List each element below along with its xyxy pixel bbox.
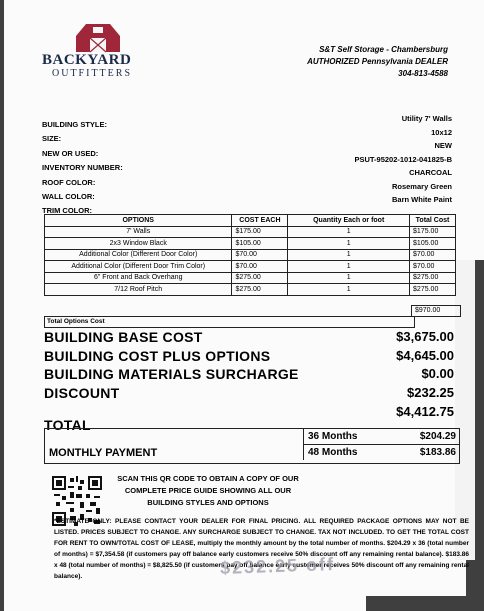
building-detail-values: [354, 112, 452, 207]
amount-36: $204.29: [419, 431, 456, 442]
table-row: [45, 272, 456, 284]
term-36: 36 Months: [308, 431, 358, 442]
surcharge-value: $0.00: [421, 366, 454, 381]
option-name: 6" Front and Back Overhang: [45, 272, 232, 284]
table-row: [45, 261, 456, 273]
dealer-info: [307, 44, 448, 80]
cost-plus-options-value: $4,645.00: [396, 348, 454, 363]
value-size: 10x12: [431, 127, 452, 137]
option-name: 2x3 Window Black: [45, 238, 232, 250]
option-total: $70.00: [410, 261, 456, 273]
option-qty: 1: [288, 249, 410, 261]
option-cost: $105.00: [232, 238, 288, 250]
dealer-name: S&T Self Storage - Chambersburg: [319, 45, 448, 54]
option-total: $275.00: [410, 284, 456, 296]
discount-value: $232.25: [407, 385, 454, 400]
options-table: [44, 214, 456, 296]
label-size: SIZE:: [42, 134, 62, 144]
discount-label: DISCOUNT: [44, 385, 120, 401]
option-name: 7' Walls: [45, 226, 232, 238]
option-total: $275.00: [410, 272, 456, 284]
monthly-payment-box: [44, 428, 460, 464]
option-cost: $70.00: [232, 261, 288, 273]
amount-48: $183.86: [419, 447, 456, 458]
value-trim-color: Barn White Paint: [391, 195, 452, 204]
logo-brand-text: BACKYARD: [42, 52, 132, 68]
option-qty: 1: [288, 238, 410, 250]
header-options: OPTIONS: [45, 215, 232, 227]
option-cost: $175.00: [232, 226, 288, 238]
monthly-row-36: [303, 429, 460, 445]
label-roof-color: ROOF COLOR:: [42, 177, 96, 187]
value-new-or-used: NEW: [434, 141, 452, 150]
total-options-label: Total Options Cost: [44, 316, 415, 328]
option-total: $70.00: [410, 249, 456, 261]
value-inventory-number: PSUT-95202-1012-041825-B: [354, 154, 452, 164]
option-cost: $70.00: [232, 249, 288, 261]
table-row: [45, 249, 456, 261]
total-label: TOTAL: [44, 417, 91, 433]
label-wall-color: WALL COLOR:: [42, 192, 95, 202]
total-value: $4,412.75: [396, 404, 454, 419]
label-inventory-number: INVENTORY NUMBER:: [42, 163, 123, 173]
option-cost: $275.00: [232, 272, 288, 284]
estimate-disclaimer: *ESTIMATE ONLY: PLEASE CONTACT YOUR DEALER FOR FINAL PRICING. ALL REQUIRED PACKAGE OPTIONS MAY NOT BE LISTED. PRICES SUBJECT TO CHANGE. ANY SURCHARGE SUBJECT TO CHANGE. TAX NOT INCLUDED. TO GET THE TOTAL COST FOR RENT TO OWN/TOTAL COST OF LEASE, multiply the monthly amount by the total number of months. $204.29 x 36 (total number of months) = $7,354.58 (if customers pay off balance early customers receive 50% discount off any remaining rental balance). $183.86 x 48 (total number of months) = $8,825.50 (if customers pay off balance early customer receives 50% discount off any remaining rental balance).: [54, 518, 469, 580]
monthly-payment-label: MONTHLY PAYMENT: [49, 447, 158, 459]
option-qty: 1: [288, 226, 410, 238]
option-qty: 1: [288, 284, 410, 296]
table-row: [45, 226, 456, 238]
header-cost-each: COST EACH: [232, 215, 288, 227]
dealer-authorization: AUTHORIZED Pennsylvania DEALER: [307, 57, 448, 66]
value-wall-color: Rosemary Green: [391, 181, 452, 191]
option-qty: 1: [288, 261, 410, 273]
table-row: [45, 284, 456, 296]
base-cost-value: $3,675.00: [396, 329, 454, 344]
qr-instructions: SCAN THIS QR CODE TO OBTAIN A COPY OF OUR COMPLETE PRICE GUIDE SHOWING ALL OUR BUILDING STYLES AND OPTIONS: [117, 474, 299, 507]
term-48: 48 Months: [308, 447, 358, 458]
options-header-row: [45, 215, 456, 227]
value-roof-color: CHARCOAL: [409, 168, 452, 177]
option-qty: 1: [288, 272, 410, 284]
option-cost: $275.00: [232, 284, 288, 296]
monthly-row-48: [303, 445, 460, 460]
table-row: [45, 238, 456, 250]
option-name: Additional Color (Different Door Color): [45, 249, 232, 261]
header-quantity: Quantity Each or foot: [288, 215, 410, 227]
surcharge-label: BUILDING MATERIALS SURCHARGE: [44, 366, 299, 382]
option-name: 7/12 Roof Pitch: [45, 284, 232, 296]
dealer-phone: 304-813-4588: [398, 69, 448, 78]
header-total-cost: Total Cost: [410, 215, 456, 227]
value-building-style: Utility 7' Walls: [401, 114, 452, 123]
paper-edge: [462, 0, 484, 260]
building-detail-labels: [42, 118, 123, 219]
option-total: $105.00: [410, 238, 456, 250]
logo-sub-text: OUTFITTERS: [52, 68, 132, 79]
option-name: Additional Color (Different Door Trim Color): [45, 261, 232, 273]
label-building-style: BUILDING STYLE:: [42, 120, 107, 129]
cost-plus-options-label: BUILDING COST PLUS OPTIONS: [44, 348, 271, 364]
background-corner: [366, 596, 484, 611]
total-options-value: $970.00: [411, 305, 461, 317]
backyard-outfitters-logo: [38, 18, 158, 80]
discount-stamp: $232.25 off: [219, 553, 336, 579]
label-new-or-used: NEW OR USED:: [42, 148, 99, 158]
base-cost-label: BUILDING BASE COST: [44, 329, 203, 345]
label-trim-color: TRIM COLOR:: [42, 206, 92, 216]
option-total: $175.00: [410, 226, 456, 238]
